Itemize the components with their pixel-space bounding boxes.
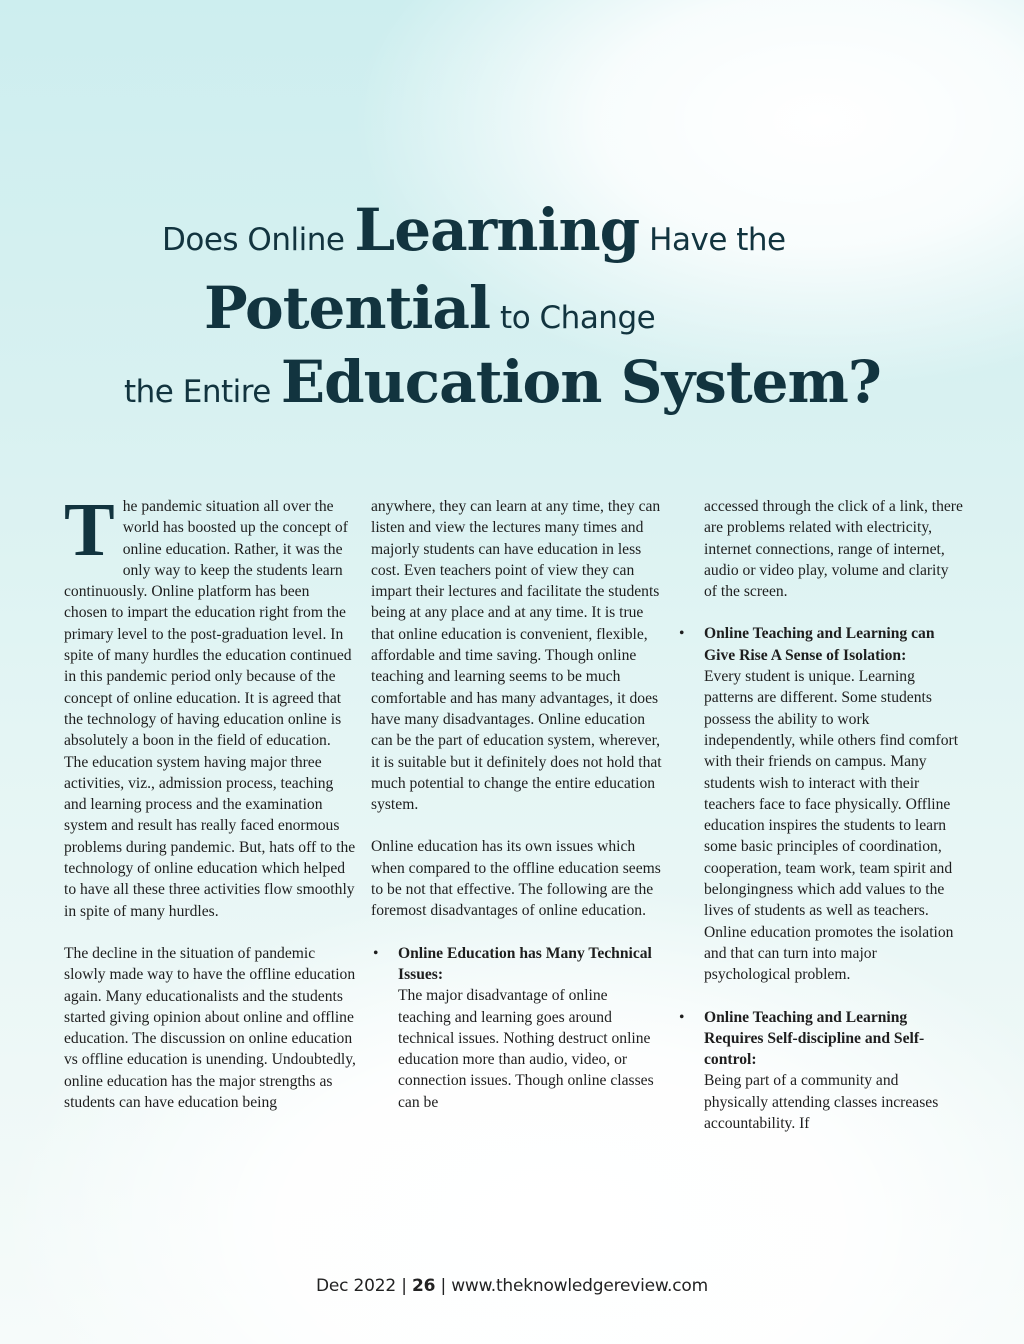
title-line-1 (162, 196, 786, 264)
article-column-3 (677, 496, 963, 1134)
footer-separator: | (440, 1276, 446, 1296)
title-small-text: Does Online (162, 222, 345, 258)
title-large-text: Potential (204, 274, 491, 342)
title-large-text: Education System? (280, 348, 881, 416)
page-number: 26 (411, 1276, 436, 1296)
title-line-3 (124, 348, 881, 416)
paragraph: Online education has its own issues which when compared to the offline education seems to be not that effective. The following are the foremost disadvantages of online education. (371, 838, 661, 920)
bullet-heading: Online Education has Many Technical Issues: (398, 944, 652, 983)
article-column-1 (64, 488, 356, 1113)
bullet-item (677, 623, 963, 985)
bullet-heading: Online Teaching and Learning Requires Self-discipline and Self-control: (704, 1008, 925, 1069)
title-large-text: Learning (354, 196, 640, 264)
bullet-icon: • (373, 944, 379, 962)
bullet-heading: Online Teaching and Learning can Give Rise A Sense of Isolation: (704, 625, 935, 664)
title-line-2 (204, 274, 655, 342)
bullet-body: Every student is unique. Learning patterns are different. Some students possess the ability to work independently, while others find comfort with their friends on campus. Many students wish to interact with their teachers face to face physically. Offline education inspires the students to learn some basic principles of coordination, cooperation, team work, team spirit and belongingness which add values to the lives of students as well as teachers. Online education promotes the isolation and that can turn into major psychological problem. (704, 668, 959, 984)
footer-date: Dec 2022 (316, 1276, 396, 1296)
bullet-item (677, 1007, 963, 1135)
bullet-item (371, 943, 663, 1113)
footer-url: www.theknowledgereview.com (451, 1276, 708, 1296)
bullet-body: The major disadvantage of online teaching and learning goes around technical issues. Nothing destruct online education more than audio, video, or connection issues. Though online classes can be (398, 987, 654, 1111)
title-small-text: the Entire (124, 374, 271, 410)
paragraph: he pandemic situation all over the world has boosted up the concept of online education. Rather, it was the only way to keep the students learn continuously. Online platform has been chosen to impart the education right from the primary level to the post-graduation level. In spite of many hurdles the education continued in this pandemic period only because of the concept of online education. It is agreed that the technology of having education online is absolutely a boon in the field of education. The education system having major three activities, viz., admission process, teaching and learning process and the examination system and result has really faced enormous problems during pandemic. But, hats off to the technology of online education which helped to have all these three activities flow smoothly in spite of many hurdles. (64, 498, 356, 920)
drop-cap: T (64, 488, 115, 572)
title-small-text: Have the (649, 222, 786, 258)
article-title (0, 0, 1024, 440)
paragraph: accessed through the click of a link, there are problems related with electricity, internet connections, range of internet, audio or video play, volume and clarity of the screen. (704, 498, 963, 601)
article-column-2 (371, 496, 663, 1113)
bullet-icon: • (679, 1008, 685, 1026)
footer-separator: | (401, 1276, 407, 1296)
title-small-text: to Change (500, 300, 656, 336)
paragraph: The decline in the situation of pandemic slowly made way to have the offline education again. Many educationalists and the students started giving opinion about online and offline education. The discussion on online education vs offline education is unending. Undoubtedly, online education has the major strengths as students can have education being (64, 944, 356, 1112)
bullet-icon: • (679, 625, 685, 643)
page-footer (0, 1276, 1024, 1296)
paragraph: anywhere, they can learn at any time, they can listen and view the lectures many times and majorly students can have education in less cost. Even teachers point of view they can impart their lectures and facilitate the students being at any place and at any time. It is true that online education is convenient, flexible, affordable and time saving. Though online teaching and learning seems to be much comfortable and has many advantages, it does have many disadvantages. Online education can be the part of education system, wherever, it is suitable but it definitely does not hold that much potential to change the entire education system. (371, 498, 662, 814)
bullet-body: Being part of a community and physically attending classes increases accountability. If (704, 1072, 939, 1133)
